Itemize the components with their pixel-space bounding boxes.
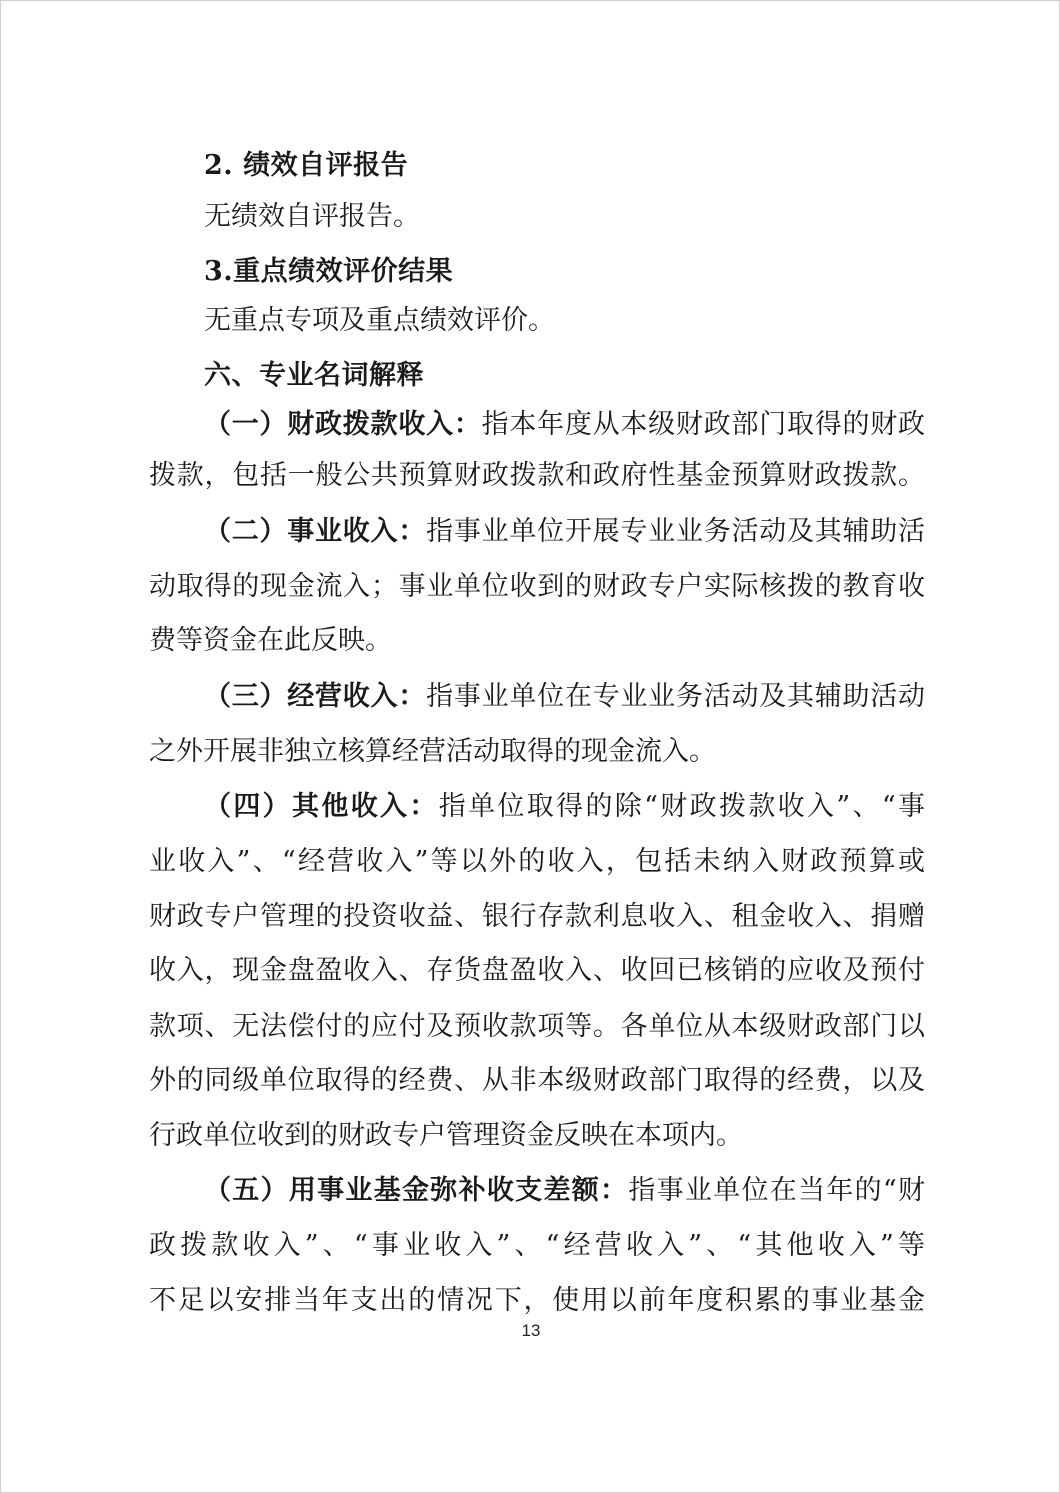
- term-3-line-1: （三）经营收入：指事业单位在专业业务活动及其辅助活动: [204, 681, 926, 712]
- term-2-line-1: （二）事业收入：指事业单位开展专业业务活动及其辅助活: [204, 516, 926, 547]
- term-4-line-2: 业收入”、“经营收入”等以外的收入，包括未纳入财政预算或: [149, 846, 925, 877]
- term-4-line-7: 行政单位收到的财政专户管理资金反映在本项内。: [149, 1120, 743, 1151]
- heading-terminology: 六、专业名词解释: [204, 360, 424, 391]
- term-4-line-6: 外的同级单位取得的经费、从非本级财政部门取得的经费，以及: [149, 1065, 925, 1096]
- paragraph-self-evaluation-body: 无绩效自评报告。: [204, 201, 420, 232]
- term-1-line-2: 拨款，包括一般公共预算财政拨款和政府性基金预算财政拨款。: [149, 460, 925, 491]
- page-number: 13: [521, 1321, 541, 1340]
- term-2-line-2: 动取得的现金流入；事业单位收到的财政专户实际核拨的教育收: [149, 571, 925, 602]
- term-5-line-1: （五）用事业基金弥补收支差额：指事业单位在当年的“财: [204, 1175, 925, 1206]
- term-4-line-5: 款项、无法偿付的应付及预收款项等。各单位从本级财政部门以: [149, 1011, 925, 1042]
- term-4-line-4: 收入，现金盘盈收入、存货盘盈收入、收回已核销的应收及预付: [149, 955, 925, 986]
- heading-key-evaluation-results: 3.重点绩效评价结果: [204, 256, 454, 287]
- term-4-line-3: 财政专户管理的投资收益、银行存款利息收入、租金收入、捐赠: [149, 901, 925, 932]
- term-1-label: （一）财政拨款收入：: [204, 409, 482, 440]
- term-1-line-1: （一）财政拨款收入：指本年度从本级财政部门取得的财政: [204, 409, 926, 440]
- term-3-label: （三）经营收入：: [204, 681, 427, 712]
- term-2-line-3: 费等资金在此反映。: [149, 625, 392, 656]
- term-4-line-1: （四）其他收入：指单位取得的除“财政拨款收入”、“事: [204, 791, 925, 822]
- paragraph-key-evaluation-body: 无重点专项及重点绩效评价。: [204, 305, 555, 336]
- term-5-line-2: 政拨款收入”、“事业收入”、“经营收入”、“其他收入”等: [149, 1230, 925, 1261]
- term-5-line-3: 不足以安排当年支出的情况下，使用以前年度积累的事业基金: [149, 1285, 925, 1316]
- term-2-label: （二）事业收入：: [204, 516, 427, 547]
- term-5-label: （五）用事业基金弥补收支差额：: [204, 1175, 629, 1206]
- heading-self-evaluation-report: 2. 绩效自评报告: [204, 150, 409, 181]
- term-4-label: （四）其他收入：: [204, 791, 439, 822]
- term-3-line-2: 之外开展非独立核算经营活动取得的现金流入。: [149, 736, 716, 767]
